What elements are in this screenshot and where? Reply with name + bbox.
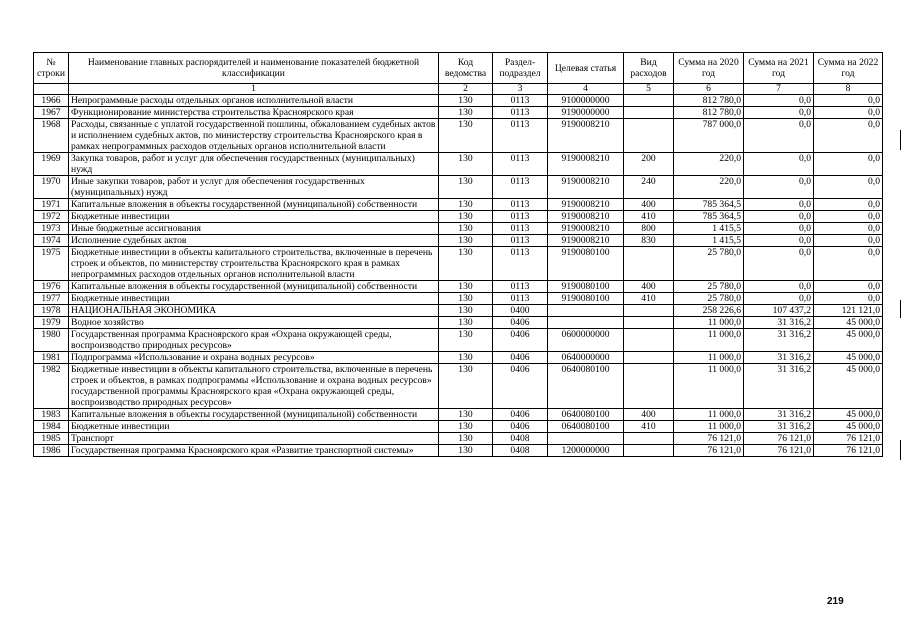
- row-sum-2020: 220,0: [674, 153, 744, 176]
- row-exp-type: [624, 445, 674, 457]
- row-sum-2021: 0,0: [744, 119, 814, 153]
- row-sum-2021: 107 437,2: [744, 305, 814, 317]
- table-row: [34, 119, 883, 153]
- table-row: [34, 329, 883, 352]
- row-section: 0406: [493, 364, 548, 409]
- table-row: [34, 445, 883, 457]
- row-dept-code: 130: [439, 281, 493, 293]
- row-number: 1973: [34, 223, 69, 235]
- row-target: 9190008210: [548, 176, 624, 199]
- row-exp-type: [624, 119, 674, 153]
- row-section: 0406: [493, 421, 548, 433]
- row-dept-code: 130: [439, 409, 493, 421]
- row-sum-2021: 31 316,2: [744, 352, 814, 364]
- row-sum-2021: 0,0: [744, 211, 814, 223]
- row-number: 1966: [34, 95, 69, 107]
- table-row: [34, 352, 883, 364]
- column-number: 7: [744, 84, 814, 95]
- column-number: 8: [814, 84, 883, 95]
- row-target: 9190008210: [548, 223, 624, 235]
- header-target: Целевая статья: [548, 53, 624, 84]
- row-target: 0640080100: [548, 364, 624, 409]
- row-number: 1968: [34, 119, 69, 153]
- row-sum-2021: 31 316,2: [744, 409, 814, 421]
- table-row: [34, 293, 883, 305]
- row-sum-2022: 121 121,0: [814, 305, 883, 317]
- row-dept-code: 130: [439, 317, 493, 329]
- row-name: Бюджетные инвестиции: [69, 421, 439, 433]
- table-row: [34, 153, 883, 176]
- row-section: 0113: [493, 223, 548, 235]
- row-exp-type: 240: [624, 176, 674, 199]
- header-exp-type: Вид расходов: [624, 53, 674, 84]
- row-exp-type: 410: [624, 421, 674, 433]
- row-section: 0113: [493, 247, 548, 281]
- row-sum-2020: 785 364,5: [674, 211, 744, 223]
- row-sum-2022: 45 000,0: [814, 364, 883, 409]
- column-number-row: [34, 84, 883, 95]
- row-sum-2020: 25 780,0: [674, 247, 744, 281]
- row-number: 1969: [34, 153, 69, 176]
- row-target: 9190008210: [548, 199, 624, 211]
- row-sum-2020: 1 415,5: [674, 235, 744, 247]
- row-target: 0600000000: [548, 329, 624, 352]
- row-sum-2020: 11 000,0: [674, 317, 744, 329]
- row-dept-code: 130: [439, 329, 493, 352]
- row-number: 1982: [34, 364, 69, 409]
- header-sum-2021: Сумма на 2021 год: [744, 53, 814, 84]
- row-number: 1977: [34, 293, 69, 305]
- table-row: [34, 305, 883, 317]
- row-number: 1971: [34, 199, 69, 211]
- row-name: Иные бюджетные ассигнования: [69, 223, 439, 235]
- row-dept-code: 130: [439, 107, 493, 119]
- column-number: 2: [439, 84, 493, 95]
- row-name: Иные закупки товаров, работ и услуг для обеспечения государственных (муниципальных) нужд: [69, 176, 439, 199]
- row-sum-2022: 0,0: [814, 153, 883, 176]
- table-row: [34, 235, 883, 247]
- row-number: 1970: [34, 176, 69, 199]
- row-number: 1983: [34, 409, 69, 421]
- row-name: Капитальные вложения в объекты государственной (муниципальной) собственности: [69, 199, 439, 211]
- row-dept-code: 130: [439, 247, 493, 281]
- row-name: Подпрограмма «Использование и охрана водных ресурсов»: [69, 352, 439, 364]
- row-section: 0406: [493, 352, 548, 364]
- column-number: 3: [493, 84, 548, 95]
- table-row: [34, 433, 883, 445]
- row-target: 0640080100: [548, 421, 624, 433]
- row-sum-2020: 220,0: [674, 176, 744, 199]
- row-name: Закупка товаров, работ и услуг для обеспечения государственных (муниципальных) нужд: [69, 153, 439, 176]
- row-target: 9190000000: [548, 107, 624, 119]
- table-row: [34, 223, 883, 235]
- row-sum-2021: 0,0: [744, 235, 814, 247]
- row-sum-2020: 76 121,0: [674, 445, 744, 457]
- table-row: [34, 176, 883, 199]
- row-dept-code: 130: [439, 305, 493, 317]
- row-sum-2020: 812 780,0: [674, 95, 744, 107]
- row-sum-2022: 0,0: [814, 293, 883, 305]
- row-number: 1980: [34, 329, 69, 352]
- column-number: 5: [624, 84, 674, 95]
- row-sum-2020: 25 780,0: [674, 293, 744, 305]
- row-name: Бюджетные инвестиции: [69, 293, 439, 305]
- table-body: [34, 95, 883, 457]
- column-number: [34, 84, 69, 95]
- row-number: 1974: [34, 235, 69, 247]
- row-section: 0113: [493, 153, 548, 176]
- scan-edge-mark: [900, 130, 901, 150]
- row-sum-2020: 11 000,0: [674, 421, 744, 433]
- row-name: Государственная программа Красноярского края «Развитие транспортной системы»: [69, 445, 439, 457]
- row-sum-2021: 31 316,2: [744, 364, 814, 409]
- row-number: 1984: [34, 421, 69, 433]
- table-row: [34, 317, 883, 329]
- row-sum-2020: 787 000,0: [674, 119, 744, 153]
- table-row: [34, 211, 883, 223]
- scan-edge-mark: [900, 300, 901, 318]
- row-exp-type: [624, 317, 674, 329]
- row-section: 0400: [493, 305, 548, 317]
- row-sum-2020: 25 780,0: [674, 281, 744, 293]
- row-section: 0113: [493, 176, 548, 199]
- row-sum-2021: 0,0: [744, 176, 814, 199]
- row-sum-2020: 1 415,5: [674, 223, 744, 235]
- row-sum-2021: 0,0: [744, 293, 814, 305]
- row-target: 9190008210: [548, 119, 624, 153]
- row-exp-type: [624, 107, 674, 119]
- row-sum-2022: 0,0: [814, 107, 883, 119]
- row-sum-2022: 45 000,0: [814, 329, 883, 352]
- row-section: 0408: [493, 445, 548, 457]
- budget-table: [33, 52, 883, 457]
- row-number: 1975: [34, 247, 69, 281]
- row-name: Бюджетные инвестиции в объекты капитального строительства, включенные в перечень строек и объектов, по министерству строительства Красноярского края в рамках непрограммных расходов отдельных органов исполнительной власти: [69, 247, 439, 281]
- column-number: 6: [674, 84, 744, 95]
- header-row: [34, 53, 883, 84]
- row-sum-2020: 11 000,0: [674, 409, 744, 421]
- row-dept-code: 130: [439, 364, 493, 409]
- page-number: 219: [827, 596, 844, 607]
- row-sum-2022: 0,0: [814, 247, 883, 281]
- row-number: 1981: [34, 352, 69, 364]
- row-dept-code: 130: [439, 176, 493, 199]
- row-exp-type: 400: [624, 199, 674, 211]
- row-dept-code: 130: [439, 223, 493, 235]
- row-sum-2022: 0,0: [814, 235, 883, 247]
- row-sum-2022: 0,0: [814, 95, 883, 107]
- row-exp-type: [624, 329, 674, 352]
- table-row: [34, 107, 883, 119]
- table-row: [34, 199, 883, 211]
- row-dept-code: 130: [439, 445, 493, 457]
- row-name: Непрограммные расходы отдельных органов исполнительной власти: [69, 95, 439, 107]
- row-sum-2022: 0,0: [814, 223, 883, 235]
- row-dept-code: 130: [439, 421, 493, 433]
- row-sum-2022: 45 000,0: [814, 421, 883, 433]
- row-sum-2021: 31 316,2: [744, 421, 814, 433]
- row-exp-type: [624, 95, 674, 107]
- row-target: 9190080100: [548, 293, 624, 305]
- row-sum-2022: 0,0: [814, 281, 883, 293]
- row-name: Расходы, связанные с уплатой государственной пошлины, обжалованием судебных актов и исполнением судебных актов, по министерству строительства Красноярского края в рамках непрограммных расходов отдельных органов исполнительной власти: [69, 119, 439, 153]
- row-exp-type: 200: [624, 153, 674, 176]
- row-sum-2021: 0,0: [744, 247, 814, 281]
- scan-edge-mark: [900, 440, 901, 460]
- row-name: Бюджетные инвестиции в объекты капитального строительства, включенные в перечень строек и объектов, в рамках подпрограммы «Использование и охрана водных ресурсов» государственной программы Красноярского края «Охрана окружающей среды, воспроизводство природных ресурсов»: [69, 364, 439, 409]
- row-number: 1986: [34, 445, 69, 457]
- row-section: 0113: [493, 281, 548, 293]
- row-sum-2020: 11 000,0: [674, 329, 744, 352]
- row-section: 0406: [493, 317, 548, 329]
- row-target: 9190008210: [548, 235, 624, 247]
- column-number: 1: [69, 84, 439, 95]
- row-dept-code: 130: [439, 433, 493, 445]
- row-sum-2020: 11 000,0: [674, 364, 744, 409]
- row-dept-code: 130: [439, 235, 493, 247]
- row-sum-2020: 785 364,5: [674, 199, 744, 211]
- header-row-no: № строки: [34, 53, 69, 84]
- row-sum-2021: 0,0: [744, 153, 814, 176]
- table-row: [34, 281, 883, 293]
- row-sum-2020: 76 121,0: [674, 433, 744, 445]
- row-dept-code: 130: [439, 119, 493, 153]
- row-section: 0406: [493, 329, 548, 352]
- row-sum-2021: 0,0: [744, 95, 814, 107]
- row-dept-code: 130: [439, 199, 493, 211]
- row-number: 1967: [34, 107, 69, 119]
- row-exp-type: [624, 247, 674, 281]
- row-section: 0113: [493, 199, 548, 211]
- row-target: 9100000000: [548, 95, 624, 107]
- row-exp-type: [624, 433, 674, 445]
- row-name: Государственная программа Красноярского края «Охрана окружающей среды, воспроизводство природных ресурсов»: [69, 329, 439, 352]
- row-sum-2021: 31 316,2: [744, 329, 814, 352]
- row-dept-code: 130: [439, 95, 493, 107]
- header-name: Наименование главных распорядителей и наименование показателей бюджетной классификации: [69, 53, 439, 84]
- row-exp-type: 410: [624, 211, 674, 223]
- row-section: 0113: [493, 95, 548, 107]
- row-section: 0113: [493, 119, 548, 153]
- row-sum-2022: 45 000,0: [814, 409, 883, 421]
- table-row: [34, 409, 883, 421]
- row-exp-type: 400: [624, 409, 674, 421]
- row-sum-2022: 76 121,0: [814, 445, 883, 457]
- row-exp-type: [624, 352, 674, 364]
- row-name: Капитальные вложения в объекты государственной (муниципальной) собственности: [69, 281, 439, 293]
- row-target: [548, 317, 624, 329]
- row-name: Бюджетные инвестиции: [69, 211, 439, 223]
- row-name: Транспорт: [69, 433, 439, 445]
- header-sum-2022: Сумма на 2022 год: [814, 53, 883, 84]
- row-exp-type: [624, 305, 674, 317]
- row-sum-2021: 31 316,2: [744, 317, 814, 329]
- row-sum-2020: 11 000,0: [674, 352, 744, 364]
- row-number: 1972: [34, 211, 69, 223]
- row-sum-2021: 0,0: [744, 199, 814, 211]
- row-exp-type: 800: [624, 223, 674, 235]
- row-target: 9190008210: [548, 211, 624, 223]
- row-name: НАЦИОНАЛЬНАЯ ЭКОНОМИКА: [69, 305, 439, 317]
- row-name: Водное хозяйство: [69, 317, 439, 329]
- row-sum-2020: 812 780,0: [674, 107, 744, 119]
- row-sum-2022: 76 121,0: [814, 433, 883, 445]
- row-sum-2021: 0,0: [744, 281, 814, 293]
- row-section: 0113: [493, 235, 548, 247]
- row-section: 0113: [493, 107, 548, 119]
- row-exp-type: 400: [624, 281, 674, 293]
- row-target: 9190080100: [548, 247, 624, 281]
- row-section: 0113: [493, 293, 548, 305]
- row-sum-2021: 76 121,0: [744, 445, 814, 457]
- row-target: 9190080100: [548, 281, 624, 293]
- row-dept-code: 130: [439, 352, 493, 364]
- row-target: [548, 433, 624, 445]
- row-number: 1978: [34, 305, 69, 317]
- table-row: [34, 364, 883, 409]
- row-section: 0408: [493, 433, 548, 445]
- header-section: Раздел-подраздел: [493, 53, 548, 84]
- table-row: [34, 421, 883, 433]
- row-sum-2021: 0,0: [744, 223, 814, 235]
- row-section: 0113: [493, 211, 548, 223]
- row-sum-2021: 76 121,0: [744, 433, 814, 445]
- row-dept-code: 130: [439, 211, 493, 223]
- row-sum-2022: 0,0: [814, 176, 883, 199]
- table-row: [34, 95, 883, 107]
- row-dept-code: 130: [439, 293, 493, 305]
- row-target: 0640000000: [548, 352, 624, 364]
- row-number: 1979: [34, 317, 69, 329]
- row-sum-2022: 45 000,0: [814, 352, 883, 364]
- row-sum-2022: 45 000,0: [814, 317, 883, 329]
- row-target: 9190008210: [548, 153, 624, 176]
- row-name: Функционирование министерства строительства Красноярского края: [69, 107, 439, 119]
- row-dept-code: 130: [439, 153, 493, 176]
- row-section: 0406: [493, 409, 548, 421]
- row-sum-2022: 0,0: [814, 199, 883, 211]
- column-number: 4: [548, 84, 624, 95]
- row-exp-type: 830: [624, 235, 674, 247]
- row-target: [548, 305, 624, 317]
- header-sum-2020: Сумма на 2020 год: [674, 53, 744, 84]
- row-sum-2021: 0,0: [744, 107, 814, 119]
- row-target: 1200000000: [548, 445, 624, 457]
- row-number: 1985: [34, 433, 69, 445]
- row-name: Капитальные вложения в объекты государственной (муниципальной) собственности: [69, 409, 439, 421]
- table-row: [34, 247, 883, 281]
- row-exp-type: [624, 364, 674, 409]
- row-sum-2022: 0,0: [814, 211, 883, 223]
- row-exp-type: 410: [624, 293, 674, 305]
- row-name: Исполнение судебных актов: [69, 235, 439, 247]
- row-sum-2022: 0,0: [814, 119, 883, 153]
- row-target: 0640080100: [548, 409, 624, 421]
- header-dept-code: Код ведомства: [439, 53, 493, 84]
- row-sum-2020: 258 226,6: [674, 305, 744, 317]
- row-number: 1976: [34, 281, 69, 293]
